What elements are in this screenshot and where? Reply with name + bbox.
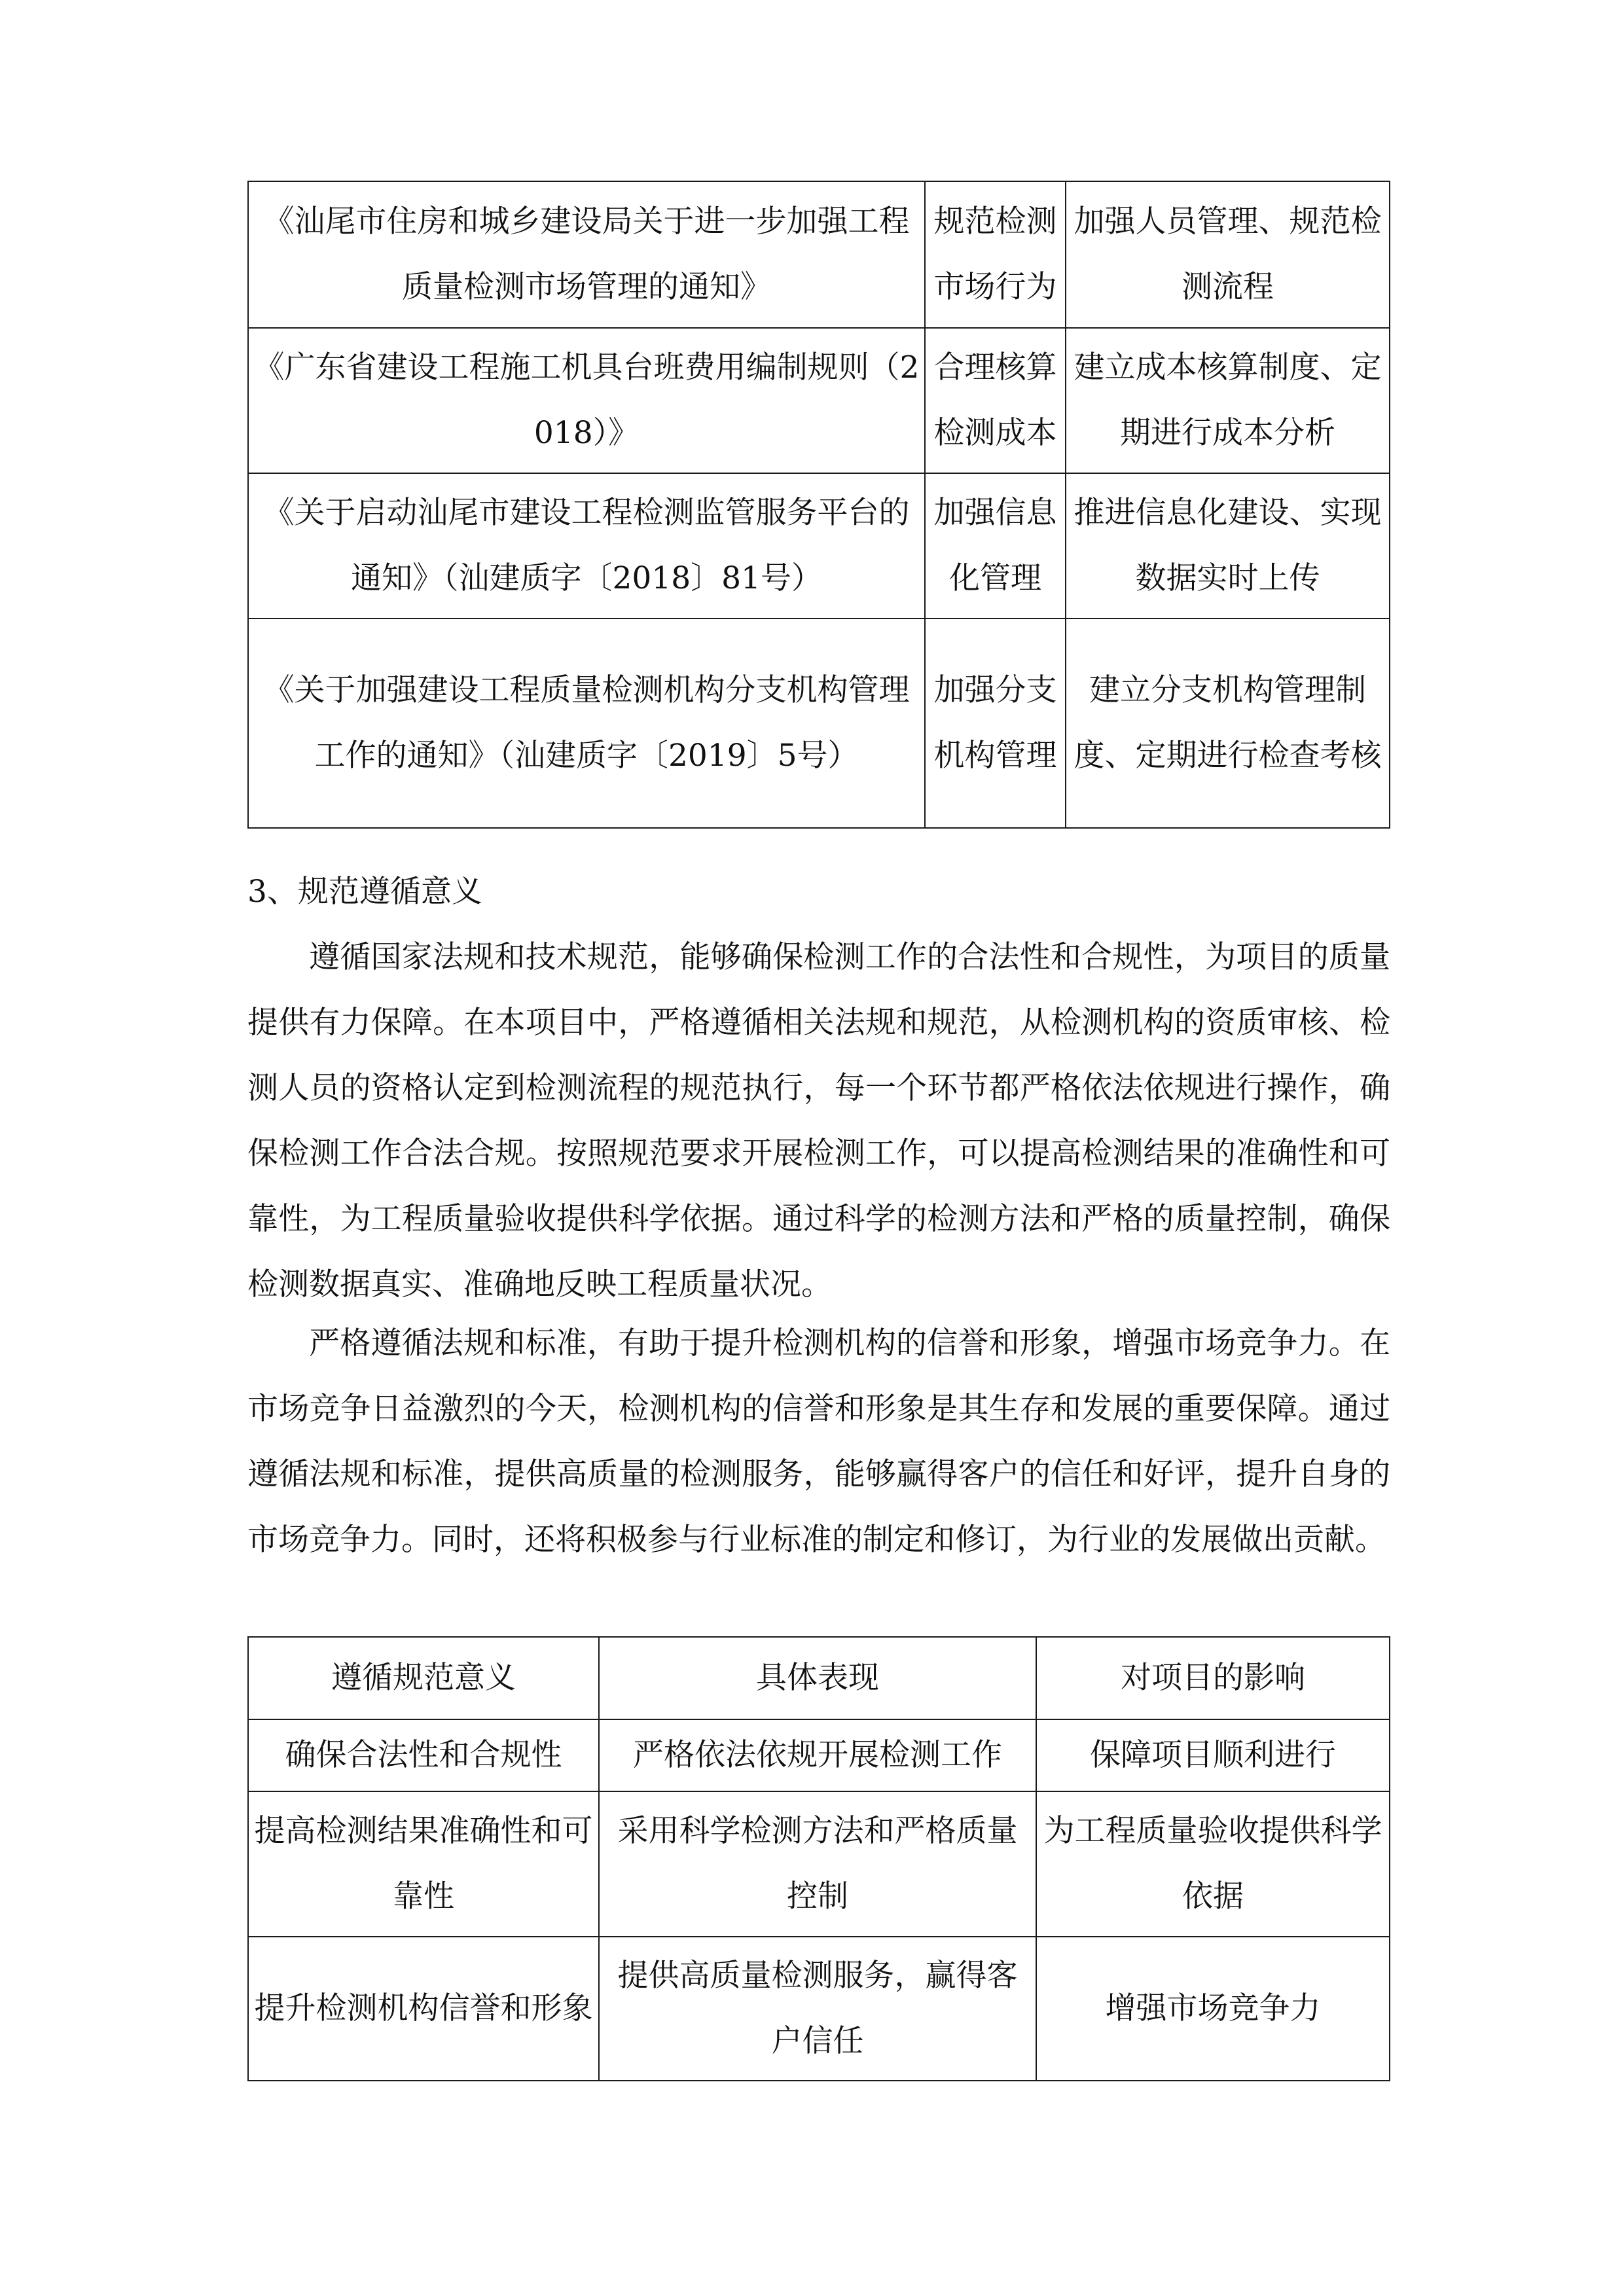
table-cell: 保障项目顺利进行 (1036, 1719, 1390, 1791)
table-row (248, 181, 1390, 328)
section-heading: 3、规范遵循意义 (247, 874, 482, 910)
table-header-row (248, 1637, 1390, 1719)
regulation-purpose-cell: 规范检测市场行为 (925, 181, 1066, 328)
regulation-purpose-cell: 加强分支机构管理 (925, 619, 1066, 828)
table-cell: 提升检测机构信誉和形象 (248, 1937, 599, 2081)
regulation-measure-cell: 加强人员管理、规范检测流程 (1066, 181, 1390, 328)
table-cell: 提高检测结果准确性和可靠性 (248, 1791, 599, 1937)
column-header: 遵循规范意义 (248, 1637, 599, 1719)
table-row (248, 328, 1390, 473)
table-cell: 增强市场竞争力 (1036, 1937, 1390, 2081)
regulation-document-cell: 《汕尾市住房和城乡建设局关于进一步加强工程质量检测市场管理的通知》 (248, 181, 925, 328)
body-paragraph: 遵循国家法规和技术规范，能够确保检测工作的合法性和合规性，为项目的质量提供有力保障。在本项目中，严格遵循相关法规和规范，从检测机构的资质审核、检测人员的资格认定到检测流程的规范执行，每一个环节都严格依法依规进行操作，确保检测工作合法合规。按照规范要求开展检测工作，可以提高检测结果的准确性和可靠性，为工程质量验收提供科学依据。通过科学的检测方法和严格的质量控制，确保检测数据真实、准确地反映工程质量状况。 (247, 939, 1390, 1302)
table-cell: 提供高质量检测服务，赢得客户信任 (599, 1937, 1036, 2081)
regulation-document-cell: 《广东省建设工程施工机具台班费用编制规则（2018）》 (248, 328, 925, 473)
body-paragraph: 严格遵循法规和标准，有助于提升检测机构的信誉和形象，增强市场竞争力。在市场竞争日益激烈的今天，检测机构的信誉和形象是其生存和发展的重要保障。通过遵循法规和标准，提供高质量的检测服务，能够赢得客户的信任和好评，提升自身的市场竞争力。同时，还将积极参与行业标准的制定和修订，为行业的发展做出贡献。 (247, 1325, 1390, 1558)
table-cell: 采用科学检测方法和严格质量控制 (599, 1791, 1036, 1937)
table-row (248, 619, 1390, 828)
regulation-measure-cell: 建立成本核算制度、定期进行成本分析 (1066, 328, 1390, 473)
table-cell: 严格依法依规开展检测工作 (599, 1719, 1036, 1791)
regulation-measure-cell: 建立分支机构管理制度、定期进行检查考核 (1066, 619, 1390, 828)
significance-table (247, 1636, 1390, 2081)
regulation-document-cell: 《关于加强建设工程质量检测机构分支机构管理工作的通知》（汕建质字〔2019〕5号） (248, 619, 925, 828)
regulation-document-cell: 《关于启动汕尾市建设工程检测监管服务平台的通知》（汕建质字〔2018〕81号） (248, 473, 925, 619)
table-row (248, 1937, 1390, 2081)
regulation-measure-cell: 推进信息化建设、实现数据实时上传 (1066, 473, 1390, 619)
regulations-table (247, 181, 1390, 829)
table-cell: 确保合法性和合规性 (248, 1719, 599, 1791)
column-header: 对项目的影响 (1036, 1637, 1390, 1719)
table-cell: 为工程质量验收提供科学依据 (1036, 1791, 1390, 1937)
regulation-purpose-cell: 加强信息化管理 (925, 473, 1066, 619)
column-header: 具体表现 (599, 1637, 1036, 1719)
table-row (248, 1791, 1390, 1937)
regulation-purpose-cell: 合理核算检测成本 (925, 328, 1066, 473)
table-row (248, 1719, 1390, 1791)
table-row (248, 473, 1390, 619)
